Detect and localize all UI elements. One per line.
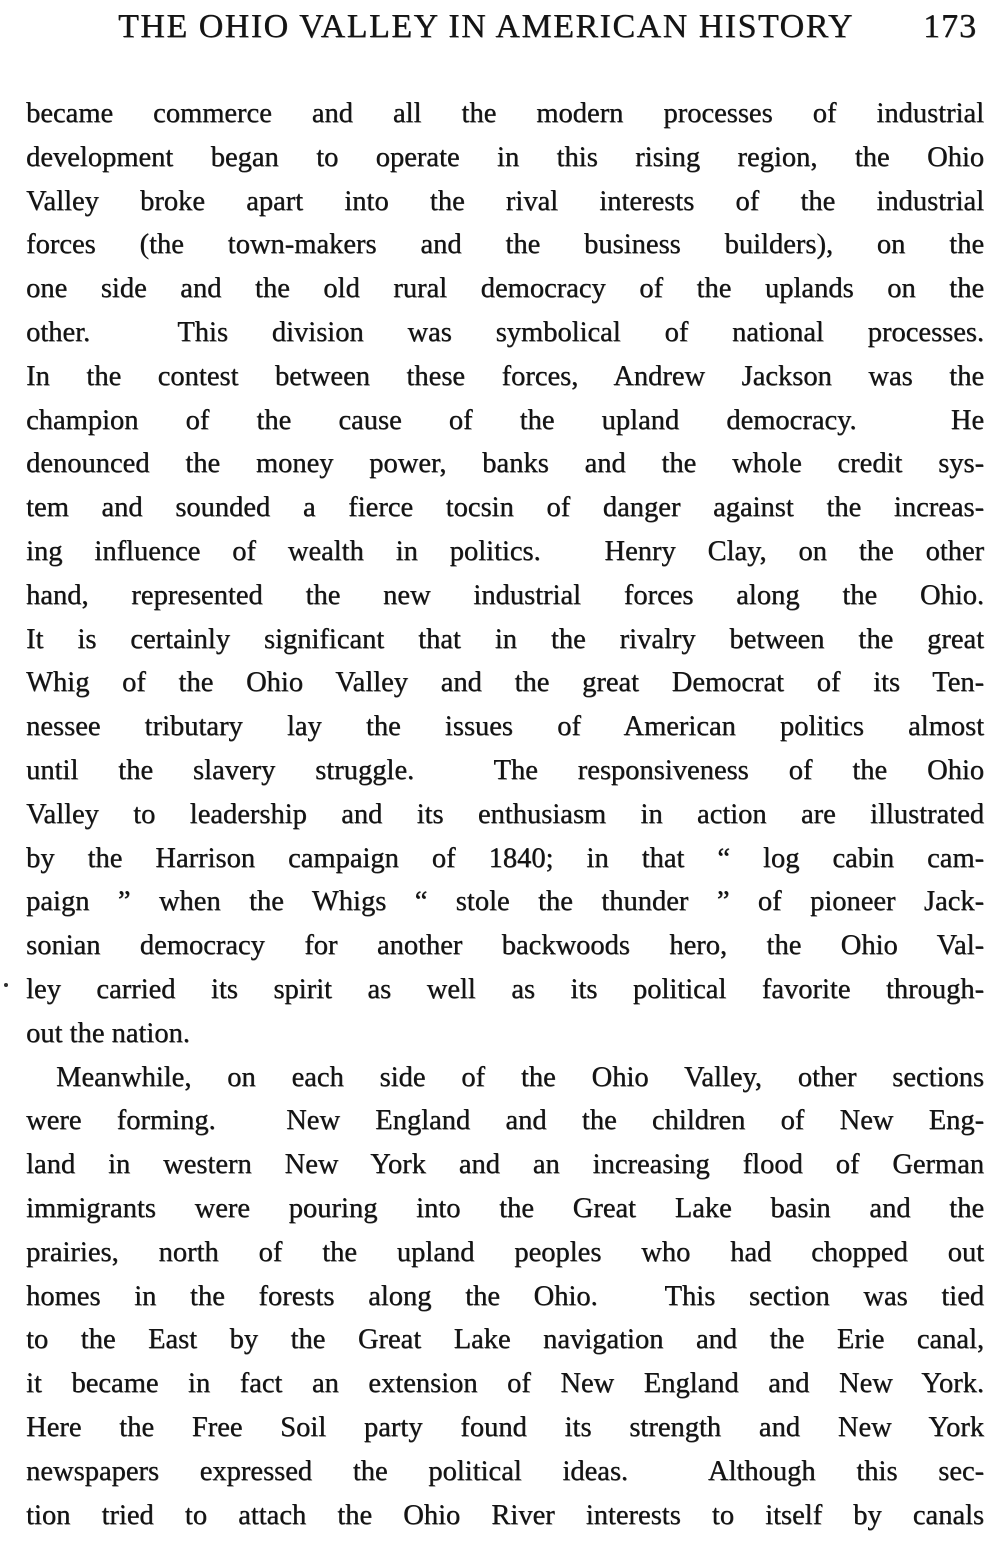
text-line: until the slavery struggle. The responsiveness of the Ohio — [26, 754, 984, 786]
text-line: newspapers expressed the political ideas. Although this sec- — [26, 1455, 984, 1487]
text-line: Meanwhile, on each side of the Ohio Valley, other sections — [56, 1061, 984, 1093]
text-line: tem and sounded a fierce tocsin of danger against the increas- — [26, 492, 984, 524]
text-line: ing influence of wealth in politics. Henry Clay, on the other — [26, 535, 984, 567]
ink-speck — [4, 983, 8, 987]
text-line: sonian democracy for another backwoods hero, the Ohio Val- — [26, 930, 984, 962]
text-line: one side and the old rural democracy of the uplands on the — [26, 273, 984, 305]
text-line: champion of the cause of the upland democracy. He — [26, 404, 984, 436]
text-line: land in western New York and an increasing flood of German — [26, 1149, 984, 1181]
text-line: In the contest between these forces, Andrew Jackson was the — [26, 360, 984, 392]
text-line: by the Harrison campaign of 1840; in that “ log cabin cam- — [26, 842, 984, 874]
text-line: it became in fact an extension of New England and New York. — [26, 1368, 984, 1400]
text-line: other. This division was symbolical of national processes. — [26, 316, 984, 348]
page-number: 173 — [923, 8, 977, 45]
text-line: denounced the money power, banks and the whole credit sys- — [26, 448, 984, 480]
text-line: out the nation. — [26, 1017, 190, 1049]
text-line: hand, represented the new industrial forces along the Ohio. — [26, 579, 984, 611]
text-line: nessee tributary lay the issues of American politics almost — [26, 711, 984, 743]
text-line: immigrants were pouring into the Great Lake basin and the — [26, 1192, 984, 1224]
text-line: were forming. New England and the children of New Eng- — [26, 1105, 984, 1137]
text-line: became commerce and all the modern processes of industrial — [26, 98, 984, 129]
paragraph — [26, 1056, 984, 1538]
text-line: forces (the town-makers and the business builders), on the — [26, 229, 984, 261]
text-line: Valley broke apart into the rival interests of the industrial — [26, 185, 984, 217]
text-line: Whig of the Ohio Valley and the great Democrat of its Ten- — [26, 667, 984, 699]
running-head-title: THE OHIO VALLEY IN AMERICAN HISTORY — [118, 8, 854, 45]
text-line: homes in the forests along the Ohio. This section was tied — [26, 1280, 984, 1312]
text-line: Here the Free Soil party found its strength and New York — [26, 1411, 984, 1443]
paragraph — [26, 92, 984, 1056]
text-line: tion tried to attach the Ohio River interests to itself by canals — [26, 1499, 984, 1531]
text-line: It is certainly significant that in the rivalry between the great — [26, 623, 984, 655]
body-text — [26, 92, 984, 1537]
text-line: Valley to leadership and its enthusiasm in action are illustrated — [26, 798, 984, 830]
text-line: prairies, north of the upland peoples who had chopped out — [26, 1236, 984, 1268]
text-line: paign ” when the Whigs “ stole the thunder ” of pioneer Jack- — [26, 886, 984, 918]
running-head — [0, 9, 1000, 53]
text-line: development began to operate in this rising region, the Ohio — [26, 141, 984, 173]
text-line: ley carried its spirit as well as its political favorite through- — [26, 973, 984, 1005]
text-line: to the East by the Great Lake navigation and the Erie canal, — [26, 1324, 984, 1356]
